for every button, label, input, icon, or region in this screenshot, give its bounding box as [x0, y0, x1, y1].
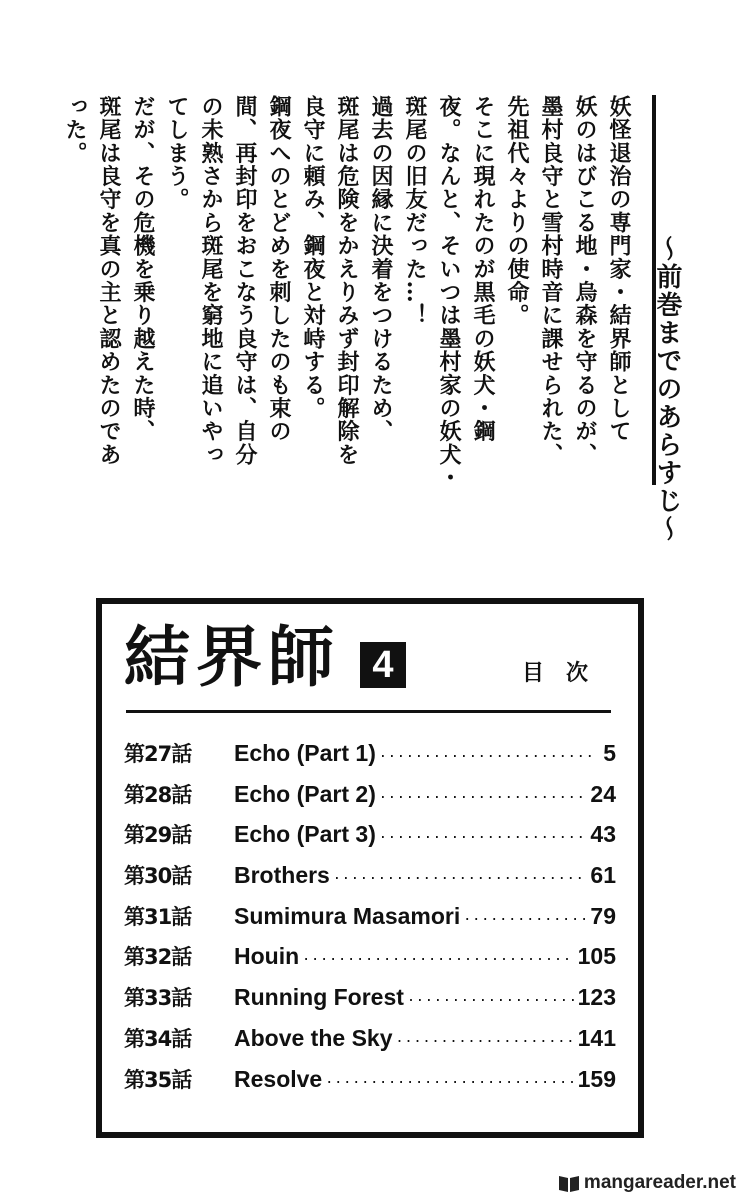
synopsis-text	[30, 95, 630, 495]
chapter-number: 第31話	[124, 904, 192, 929]
chapter-number: 第28話	[124, 782, 192, 807]
toc-entry	[124, 982, 616, 1023]
page-number: 5	[603, 740, 616, 766]
page-number: 24	[590, 780, 616, 807]
toc-entry	[124, 1064, 616, 1105]
chapter-number: 第30話	[124, 864, 192, 889]
synopsis-line: そこに現れたのが黒毛の妖犬・鋼	[470, 95, 496, 443]
page-number: 105	[577, 943, 616, 970]
synopsis-line: 斑尾の旧友だった…！	[402, 95, 428, 327]
chapter-number: 第33話	[124, 986, 192, 1011]
chapter-title: Sumimura Masamori	[234, 902, 461, 929]
chapter-title: Brothers	[234, 862, 330, 889]
synopsis-line: てしまう。	[164, 95, 190, 211]
synopsis-line: 過去の因縁に決着をつけるため、	[368, 95, 394, 443]
chapter-number: 第35話	[124, 1067, 192, 1092]
toc-entry	[124, 779, 616, 820]
page-number: 43	[590, 821, 616, 848]
toc-divider	[126, 710, 611, 713]
chapter-title: Houin	[234, 943, 300, 970]
synopsis-line: 斑尾は良守を真の主と認めたのであ	[96, 95, 122, 467]
watermark-text: mangareader.net	[583, 1172, 736, 1193]
leader-dots	[326, 1071, 573, 1092]
book-icon	[558, 1173, 580, 1193]
synopsis-line: の未熟さから斑尾を窮地に追いやっ	[198, 95, 224, 467]
volume-badge: 4	[360, 642, 406, 688]
synopsis-line: った。	[62, 95, 88, 165]
leader-dots	[380, 786, 587, 807]
table-of-contents	[96, 598, 644, 1138]
chapter-number: 第27話	[124, 742, 192, 766]
chapter-title: Running Forest	[234, 984, 404, 1011]
leader-dots	[464, 908, 586, 929]
toc-entry	[124, 1023, 616, 1064]
site-watermark	[558, 1172, 736, 1194]
page-number: 123	[577, 984, 616, 1011]
contents-heading: 目次	[522, 661, 611, 686]
page-number: 79	[590, 902, 616, 929]
leader-dots	[380, 826, 587, 847]
leader-dots	[303, 948, 573, 969]
leader-dots	[408, 989, 574, 1010]
toc-entry	[124, 860, 616, 901]
leader-dots	[397, 1030, 574, 1051]
synopsis-line: 良守に頼み、鋼夜と対峙する。	[300, 95, 326, 420]
chapter-title: Resolve	[234, 1065, 323, 1092]
page-number: 159	[577, 1065, 616, 1092]
synopsis-line: 先祖代々よりの使命。	[504, 95, 530, 327]
chapter-title: Echo (Part 2)	[234, 780, 376, 807]
chapter-title: Echo (Part 3)	[234, 821, 376, 848]
toc-entry	[124, 738, 616, 779]
synopsis-line: だが、その危機を乗り越えた時、	[130, 95, 156, 443]
leader-dots	[334, 867, 587, 888]
synopsis-line: 鋼夜へのとどめを刺したのも束の	[266, 95, 292, 443]
synopsis-line: 妖怪退治の専門家・結界師として	[606, 95, 632, 443]
leader-dots	[380, 745, 592, 766]
chapter-title: Above the Sky	[234, 1024, 393, 1051]
toc-entry	[124, 901, 616, 942]
chapter-number: 第32話	[124, 945, 192, 970]
toc-entry	[124, 819, 616, 860]
synopsis-line: 夜。なんと、そいつは墨村家の妖犬・	[436, 95, 462, 490]
chapter-number: 第34話	[124, 1026, 192, 1051]
chapter-title: Echo (Part 1)	[234, 740, 376, 766]
synopsis-line: 斑尾は危険をかえりみず封印解除を	[334, 95, 360, 467]
toc-entry	[124, 941, 616, 982]
synopsis-line: 間、再封印をおこなう良守は、自分	[232, 95, 258, 467]
toc-list	[124, 738, 616, 1104]
page-number: 141	[577, 1024, 616, 1051]
chapter-number: 第29話	[124, 823, 192, 848]
synopsis-line: 妖のはびこる地・烏森を守るのが、	[572, 95, 598, 467]
synopsis-title: 〜前巻までのあらすじ〜	[652, 235, 682, 543]
page-number: 61	[590, 862, 616, 889]
series-title: 結界師	[124, 618, 340, 696]
synopsis-line: 墨村良守と雪村時音に課せられた、	[538, 95, 564, 467]
